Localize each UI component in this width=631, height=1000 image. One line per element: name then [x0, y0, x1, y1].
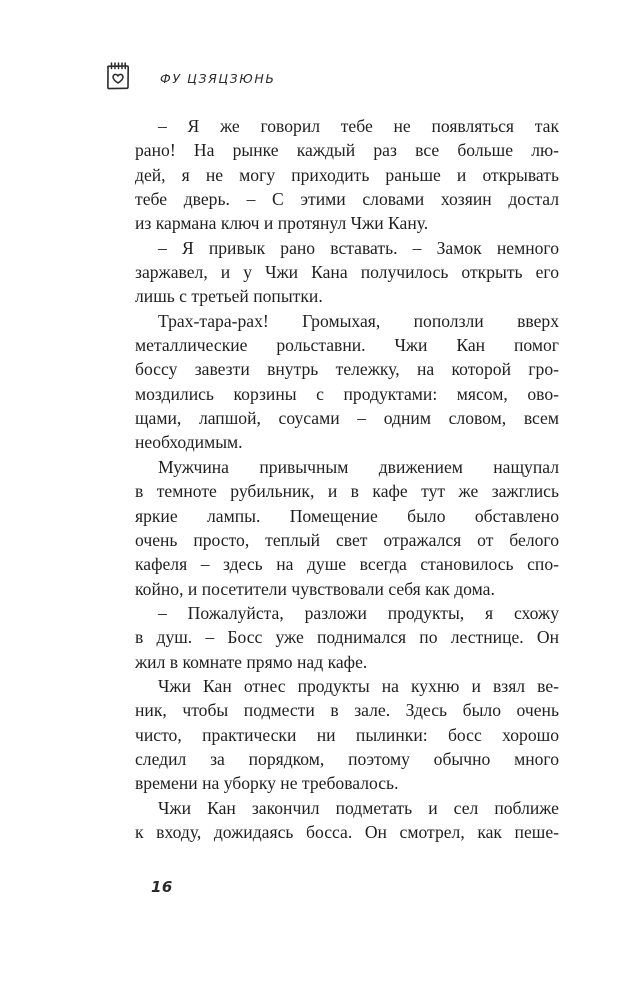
text-line: – Я же говорил тебе не появляться так: [158, 116, 559, 136]
text-line: Трах-тара-рах! Громыхая, поползли вверх: [158, 310, 559, 331]
text-line: очень просто, теплый свет отражался от белого: [135, 529, 559, 550]
text-line: лишь с третьей попытки.: [135, 286, 323, 307]
running-header: [104, 58, 276, 94]
text-line: – Я привык рано вставать. – Замок немного: [158, 237, 559, 258]
text-line: металлические рольставни. Чжи Кан помог: [135, 335, 559, 356]
author-name: ФУ ЦЗЯЦЗЮНЬ: [160, 71, 276, 86]
text-line: койно, и посетители чувствовали себя как дома.: [135, 578, 495, 599]
text-line: в темноте рубильник, и в кафе тут же зажглись: [135, 481, 559, 502]
text-line: жил в комнате прямо над кафе.: [135, 651, 368, 672]
text-line: моздились корзины с продуктами: мясом, ово-: [135, 383, 559, 404]
text-line: необходимым.: [135, 432, 243, 453]
body-text: [135, 114, 559, 844]
page-number: 16: [151, 878, 173, 896]
text-line: яркие лампы. Помещение было обставлено: [135, 505, 559, 526]
text-line: чисто, практически ни пылинки: босс хорошо: [135, 724, 559, 745]
text-line: рано! На рынке каждый раз все больше лю-: [135, 140, 559, 161]
text-line: тебе дверь. – С этими словами хозяин достал: [135, 189, 559, 210]
text-line: в душ. – Босс уже поднимался по лестнице. Он: [135, 627, 559, 648]
text-line: заржавел, и у Чжи Кана получилось открыть его: [135, 262, 559, 283]
text-line: боссу завезти внутрь тележку, на которой гро-: [135, 359, 559, 380]
text-line: из кармана ключ и протянул Чжи Кану.: [135, 213, 429, 234]
text-line: ник, чтобы подмести в зале. Здесь было очень: [135, 700, 559, 721]
text-line: следил за порядком, поэтому обычно много: [135, 748, 559, 769]
text-line: щами, лапшой, соусами – одним словом, всем: [135, 408, 559, 429]
notebook-heart-icon: [104, 60, 132, 92]
text-line: Мужчина привычным движением нащупал: [158, 456, 559, 477]
text-line: к входу, дожидаясь босса. Он смотрел, как пеше-: [135, 821, 559, 842]
text-line: времени на уборку не требовалось.: [135, 773, 399, 794]
text-line: кафеля – здесь на душе всегда становилось спо-: [135, 554, 559, 575]
text-line: дей, я не могу приходить раньше и открывать: [135, 164, 559, 185]
text-line: – Пожалуйста, разложи продукты, я схожу: [158, 602, 559, 623]
text-line: Чжи Кан отнес продукты на кухню и взял ве-: [158, 675, 559, 696]
text-line: Чжи Кан закончил подметать и сел поближе: [158, 797, 559, 818]
